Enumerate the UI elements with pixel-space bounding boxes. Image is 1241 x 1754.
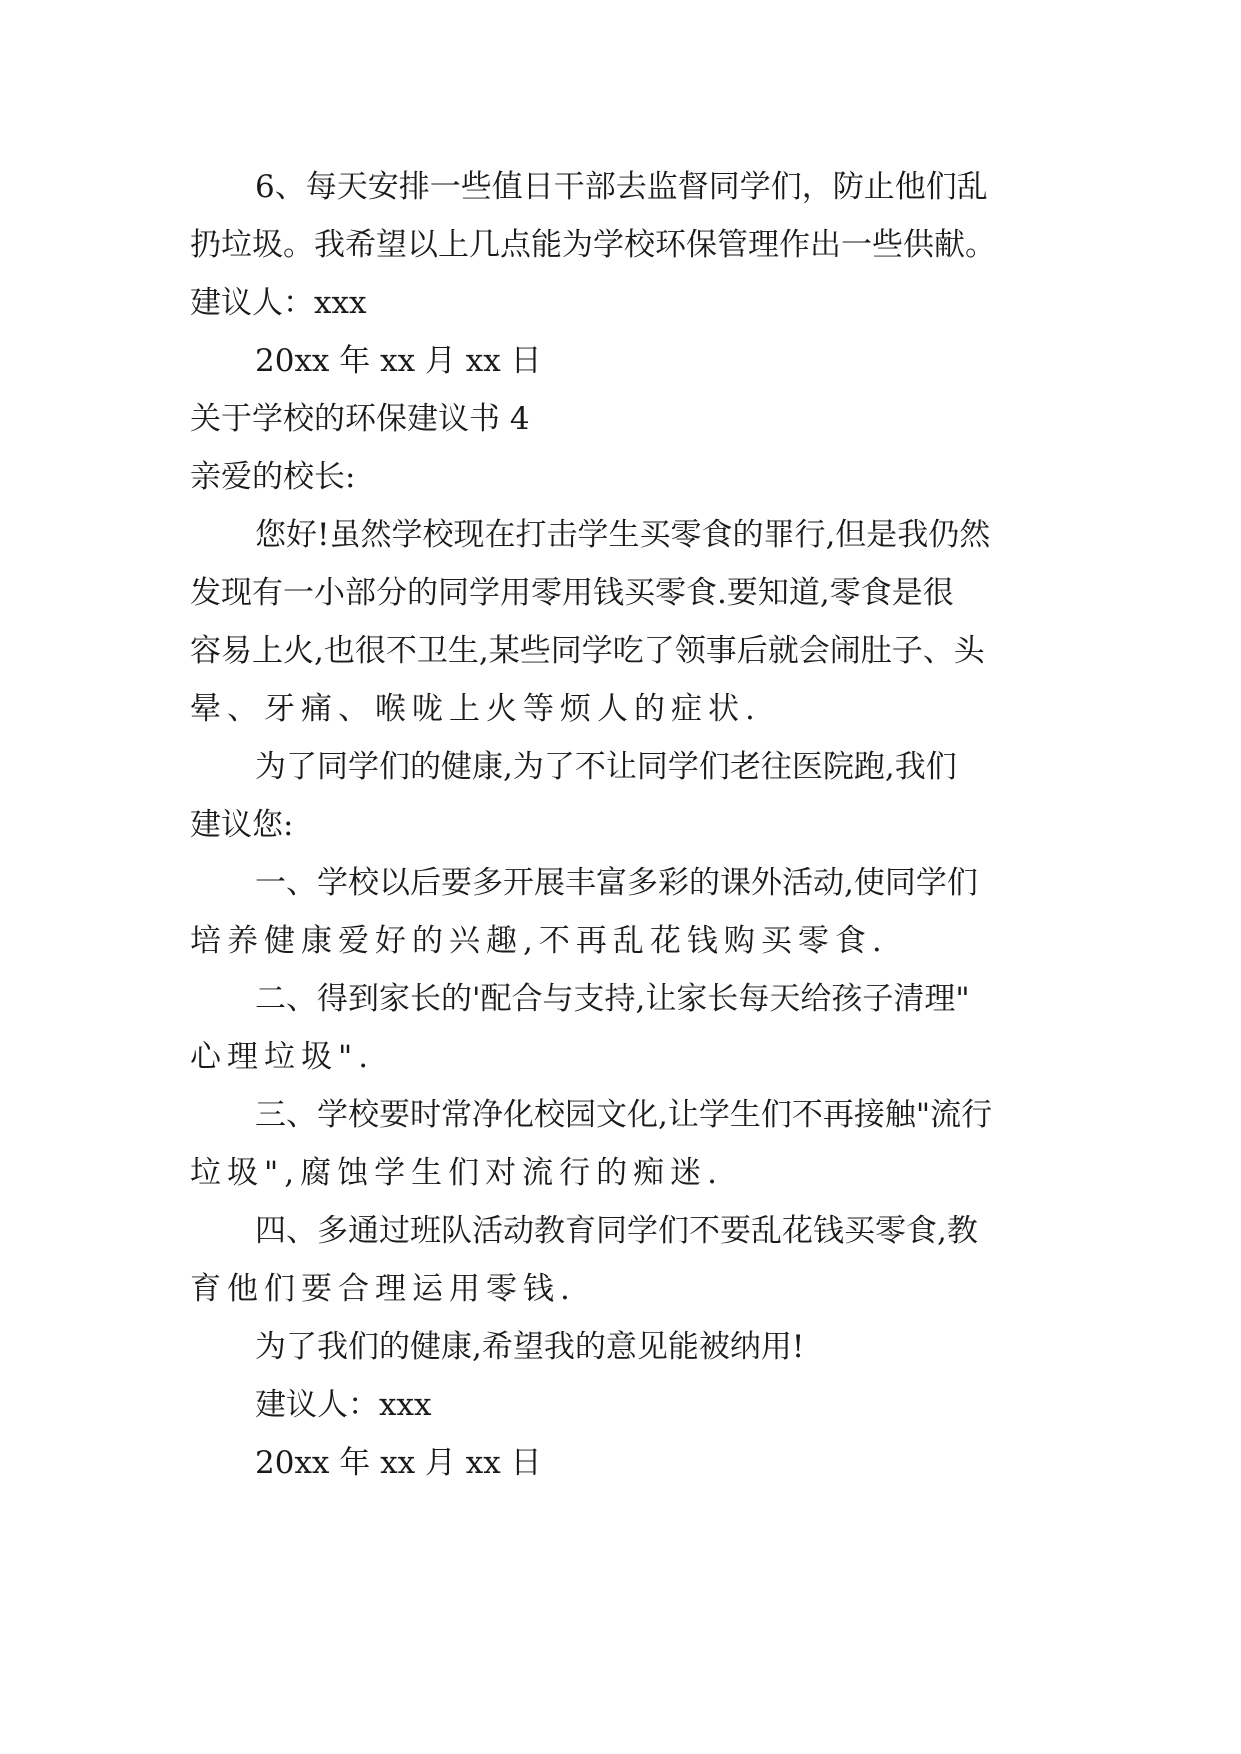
paragraph-line: 6、每天安排一些值日干部去监督同学们，防止他们乱 [255, 169, 988, 205]
paragraph-line: 晕、牙痛、喉咙上火等烦人的症状. [190, 691, 761, 727]
list-item-line: 心理垃圾". [190, 1039, 375, 1075]
date-line: 20xx 年 xx 月 xx 日 [255, 1445, 542, 1481]
list-item-line: 垃圾",腐蚀学生们对流行的痴迷. [190, 1155, 723, 1191]
signature-line: 建议人：xxx [190, 285, 367, 321]
paragraph-line: 为了同学们的健康,为了不让同学们老往医院跑,我们 [255, 749, 957, 785]
paragraph-line: 您好!虽然学校现在打击学生买零食的罪行,但是我仍然 [255, 517, 991, 553]
list-item-line: 培养健康爱好的兴趣,不再乱花钱购买零食. [190, 923, 888, 959]
list-item-line: 二、得到家长的'配合与支持,让家长每天给孩子清理" [255, 981, 970, 1017]
closing-line: 为了我们的健康,希望我的意见能被纳用! [255, 1329, 805, 1365]
paragraph-line: 发现有一小部分的同学用零用钱买零食.要知道,零食是很 [190, 575, 954, 611]
list-item-line: 一、学校以后要多开展丰富多彩的课外活动,使同学们 [255, 865, 978, 901]
list-item-line: 育他们要合理运用零钱. [190, 1271, 576, 1307]
paragraph-line: 建议您: [190, 807, 294, 843]
salutation-line: 亲爱的校长: [190, 459, 356, 495]
paragraph-line: 扔垃圾。我希望以上几点能为学校环保管理作出一些供献。 [190, 227, 996, 263]
list-item-line: 四、多通过班队活动教育同学们不要乱花钱买零食,教 [255, 1213, 978, 1249]
paragraph-line: 容易上火,也很不卫生,某些同学吃了领事后就会闹肚子、头 [190, 633, 985, 669]
signature-line: 建议人：xxx [255, 1387, 432, 1423]
section-heading: 关于学校的环保建议书 4 [190, 401, 530, 437]
date-line: 20xx 年 xx 月 xx 日 [255, 343, 542, 379]
list-item-line: 三、学校要时常净化校园文化,让学生们不再接触"流行 [255, 1097, 993, 1133]
